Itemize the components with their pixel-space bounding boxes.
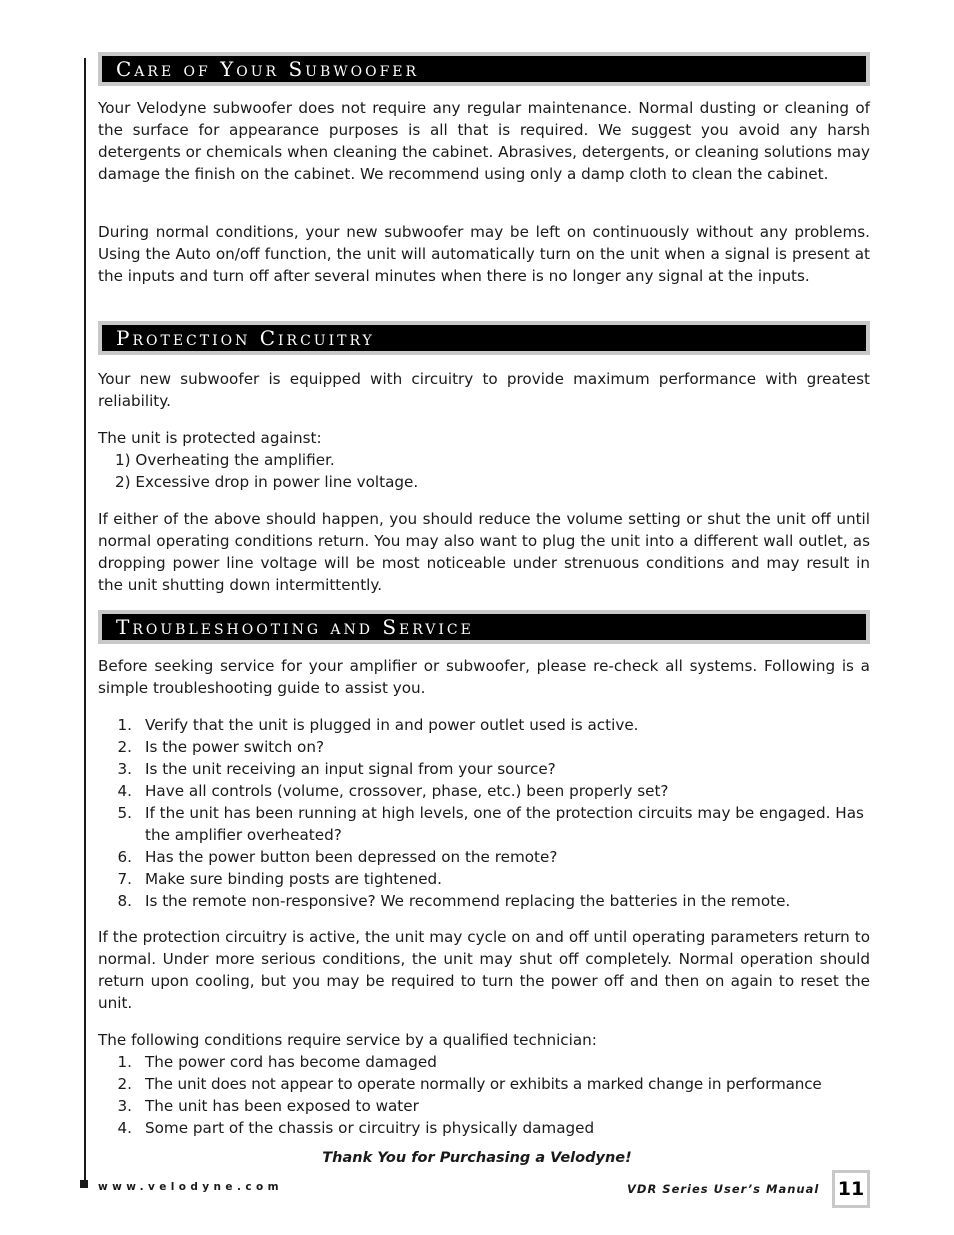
thank-you-note: Thank You for Purchasing a Velodyne! — [322, 1150, 632, 1166]
list-item: 2. The unit does not appear to operate normally or exhibits a marked change in performance — [117, 1075, 822, 1093]
list-item: 3. Is the unit receiving an input signal from your source? — [117, 760, 556, 778]
section-heading-care — [98, 52, 870, 86]
troubleshooting-steps — [98, 714, 870, 912]
protection-list-label: The unit is protected against: — [98, 429, 322, 447]
page-number-box — [832, 1170, 870, 1208]
protection-list-item: 2) Excessive drop in power line voltage. — [115, 473, 419, 491]
left-margin-marker — [80, 1180, 88, 1188]
list-item: 5. If the unit has been running at high levels, one of the protection circuits may be engaged. Has the amplifier overheated? — [117, 804, 864, 844]
list-item: 6. Has the power button been depressed on the remote? — [117, 848, 558, 866]
section-heading-care-text: Care of Your Subwoofer — [102, 56, 866, 82]
section-heading-troubleshooting-text: Troubleshooting and Service — [102, 614, 866, 640]
section-heading-protection — [98, 321, 870, 355]
list-item: 8. Is the remote non-responsive? We recommend replacing the batteries in the remote. — [117, 892, 791, 910]
page-number: 11 — [835, 1173, 867, 1205]
protection-intro: Your new subwoofer is equipped with circuitry to provide maximum performance with greatest reliability. — [98, 370, 870, 410]
troubleshooting-intro: Before seeking service for your amplifier or subwoofer, please re-check all systems. Following is a simple troubleshooting guide to assist you. — [98, 657, 870, 697]
protection-list — [115, 449, 418, 493]
left-margin-rule — [84, 58, 86, 1188]
list-item: 7. Make sure binding posts are tightened. — [117, 870, 443, 888]
section-heading-protection-text: Protection Circuitry — [102, 325, 866, 351]
protection-note: If the protection circuitry is active, the unit may cycle on and off until operating parameters return to normal. Under more serious conditions, the unit may shut off completely. Normal operation should return upon cooling, but you may be required to turn the power off and then on again to reset the unit. — [98, 928, 870, 1012]
list-item: 3. The unit has been exposed to water — [117, 1097, 419, 1115]
service-conditions — [98, 1051, 870, 1139]
list-item: 4. Have all controls (volume, crossover, phase, etc.) been properly set? — [117, 782, 669, 800]
list-item: 1. Verify that the unit is plugged in and power outlet used is active. — [117, 716, 639, 734]
list-item: 1. The power cord has become damaged — [117, 1053, 437, 1071]
care-paragraph-1: Your Velodyne subwoofer does not require any regular maintenance. Normal dusting or cleaning of the surface for appearance purposes is all that is required. We suggest you avoid any harsh detergents or chemicals when cleaning the cabinet. Abrasives, detergents, or cleaning solutions may damage the finish on the cabinet. We recommend using only a damp cloth to clean the cabinet. — [98, 99, 870, 183]
protection-closing: If either of the above should happen, you should reduce the volume setting or shut the unit off until normal operating conditions return. You may also want to plug the unit into a different wall outlet, as dropping power line voltage will be most noticeable under strenuous conditions and may result in the unit shutting down intermittently. — [98, 510, 870, 594]
list-item: 2. Is the power switch on? — [117, 738, 325, 756]
care-paragraph-2: During normal conditions, your new subwoofer may be left on continuously without any problems. Using the Auto on/off function, the unit will automatically turn on the unit when a signal is present at the inputs and turn off after several minutes when there is no longer any signal at the inputs. — [98, 223, 870, 285]
website-url: www.velodyne.com — [98, 1181, 283, 1193]
section-heading-troubleshooting — [98, 610, 870, 644]
list-item: 4. Some part of the chassis or circuitry is physically damaged — [117, 1119, 595, 1137]
manual-title: VDR Series User’s Manual — [627, 1182, 820, 1196]
protection-list-item: 1) Overheating the amplifier. — [115, 451, 335, 469]
service-label: The following conditions require service by a qualified technician: — [98, 1031, 597, 1049]
